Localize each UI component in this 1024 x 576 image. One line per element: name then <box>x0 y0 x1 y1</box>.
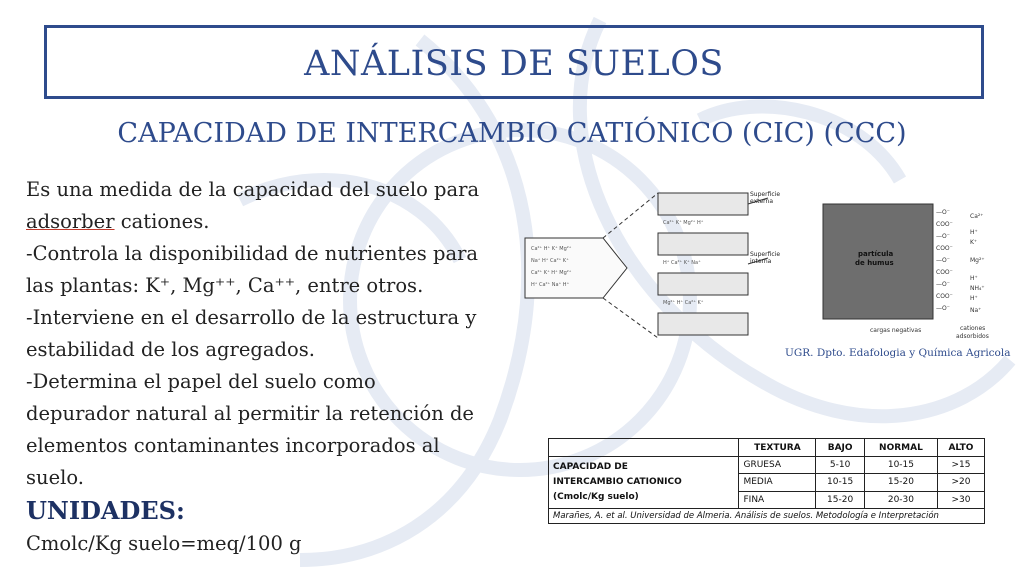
svg-text:COO⁻: COO⁻ <box>936 221 953 228</box>
title-box <box>44 25 984 99</box>
table-cell: 20-30 <box>864 491 937 508</box>
svg-text:—O⁻: —O⁻ <box>936 209 950 216</box>
body-text <box>26 174 516 560</box>
svg-text:Na⁺ H⁺ Ca²⁺ K⁺: Na⁺ H⁺ Ca²⁺ K⁺ <box>531 258 569 264</box>
text-line: suelo. <box>26 466 84 489</box>
text-line: -Controla la disponibilidad de nutrientes para <box>26 242 479 265</box>
text-line <box>26 206 516 238</box>
svg-text:H⁺: H⁺ <box>970 295 978 302</box>
property-line: CAPACIDAD DE <box>553 462 628 472</box>
text-line: estabilidad de los agregados. <box>26 338 315 361</box>
table-cell: 15-20 <box>864 474 937 491</box>
property-line: (Cmolc/Kg suelo) <box>553 492 639 502</box>
table-header-row <box>549 439 985 457</box>
svg-text:Ca²⁺ K⁺ H⁺ Mg²⁺: Ca²⁺ K⁺ H⁺ Mg²⁺ <box>531 270 572 276</box>
table-cell: >15 <box>937 457 984 474</box>
svg-text:NH₄⁺: NH₄⁺ <box>970 285 985 292</box>
svg-text:H⁺: H⁺ <box>970 275 978 282</box>
table-cell: MEDIA <box>739 474 816 491</box>
label-externa: externa <box>750 198 774 205</box>
svg-text:H⁺ Ca²⁺ K⁺ Na⁺: H⁺ Ca²⁺ K⁺ Na⁺ <box>663 260 701 266</box>
label-particle: partícula <box>858 250 894 258</box>
table-header: NORMAL <box>864 439 937 457</box>
table-cell: FINA <box>739 491 816 508</box>
table-cell: 10-15 <box>816 474 865 491</box>
svg-text:Ca²⁺: Ca²⁺ <box>970 213 984 220</box>
cic-table <box>548 438 985 524</box>
table-header: ALTO <box>937 439 984 457</box>
svg-text:—O⁻: —O⁻ <box>936 257 950 264</box>
svg-text:COO⁻: COO⁻ <box>936 269 953 276</box>
svg-text:Mg²⁺: Mg²⁺ <box>970 257 985 264</box>
table-cell: >30 <box>937 491 984 508</box>
table-cell: GRUESA <box>739 457 816 474</box>
units-label: UNIDADES: <box>26 496 185 525</box>
figure-credit: UGR. Dpto. Edafologia y Química Agricola <box>785 347 1011 359</box>
table-cell: >20 <box>937 474 984 491</box>
table-cell: 15-20 <box>816 491 865 508</box>
svg-text:Na⁺: Na⁺ <box>970 307 982 314</box>
table-header-empty <box>549 439 739 457</box>
text-line: Es una medida de la capacidad del suelo para <box>26 178 480 201</box>
svg-text:—O⁻: —O⁻ <box>936 233 950 240</box>
label-superficie-externa: Superficie <box>750 191 781 198</box>
table-header: TEXTURA <box>739 439 816 457</box>
label-humus: de humus <box>855 259 894 267</box>
page-title: ANÁLISIS DE SUELOS <box>304 44 724 84</box>
svg-text:Mg²⁺ H⁺ Ca²⁺ K⁺: Mg²⁺ H⁺ Ca²⁺ K⁺ <box>663 300 704 306</box>
text-line: -Interviene en el desarrollo de la estructura y <box>26 306 477 329</box>
label-cationes: cationes <box>960 325 986 332</box>
svg-text:—O⁻: —O⁻ <box>936 281 950 288</box>
page-subtitle: CAPACIDAD DE INTERCAMBIO CATIÓNICO (CIC) (CCC) <box>117 118 907 149</box>
label-cargas: cargas negativas <box>870 327 922 334</box>
humus-particle-diagram <box>820 200 1005 350</box>
table-reference-row <box>549 509 985 524</box>
units-value: Cmolc/Kg suelo=meq/100 g <box>26 532 302 555</box>
table-header: BAJO <box>816 439 865 457</box>
svg-text:H⁺ Ca²⁺ Na⁺ H⁺: H⁺ Ca²⁺ Na⁺ H⁺ <box>531 282 570 288</box>
property-line: INTERCAMBIO CATIONICO <box>553 477 682 487</box>
text-line-rest: cationes. <box>114 210 210 233</box>
table-cell: 10-15 <box>864 457 937 474</box>
label-interna: interna <box>750 258 772 265</box>
clay-particle-diagram <box>523 188 781 343</box>
svg-text:Ca²⁺ H⁺ K⁺ Mg²⁺: Ca²⁺ H⁺ K⁺ Mg²⁺ <box>531 246 572 252</box>
svg-text:K⁺: K⁺ <box>970 239 978 246</box>
text-line: elementos contaminantes incorporados al <box>26 434 440 457</box>
label-superficie-interna: Superficie <box>750 251 781 258</box>
table-row <box>549 457 985 474</box>
text-line: depurador natural al permitir la retención de <box>26 402 474 425</box>
table-reference: Marañes, A. et al. Universidad de Almeria. Análisis de suelos. Metodología e Interpretación <box>549 509 985 524</box>
text-line: las plantas: K⁺, Mg⁺⁺, Ca⁺⁺, entre otros. <box>26 274 424 297</box>
svg-text:Ca²⁺ K⁺ Mg²⁺ H⁺: Ca²⁺ K⁺ Mg²⁺ H⁺ <box>663 220 704 226</box>
property-cell <box>549 457 739 509</box>
adsorber-word: adsorber <box>26 210 115 233</box>
label-adsorbidos: adsorbidos <box>956 333 989 340</box>
svg-text:—O⁻: —O⁻ <box>936 305 950 312</box>
text-line: -Determina el papel del suelo como <box>26 370 376 393</box>
table-cell: 5-10 <box>816 457 865 474</box>
svg-text:H⁺: H⁺ <box>970 229 978 236</box>
svg-text:COO⁻: COO⁻ <box>936 245 953 252</box>
svg-text:COO⁻: COO⁻ <box>936 293 953 300</box>
